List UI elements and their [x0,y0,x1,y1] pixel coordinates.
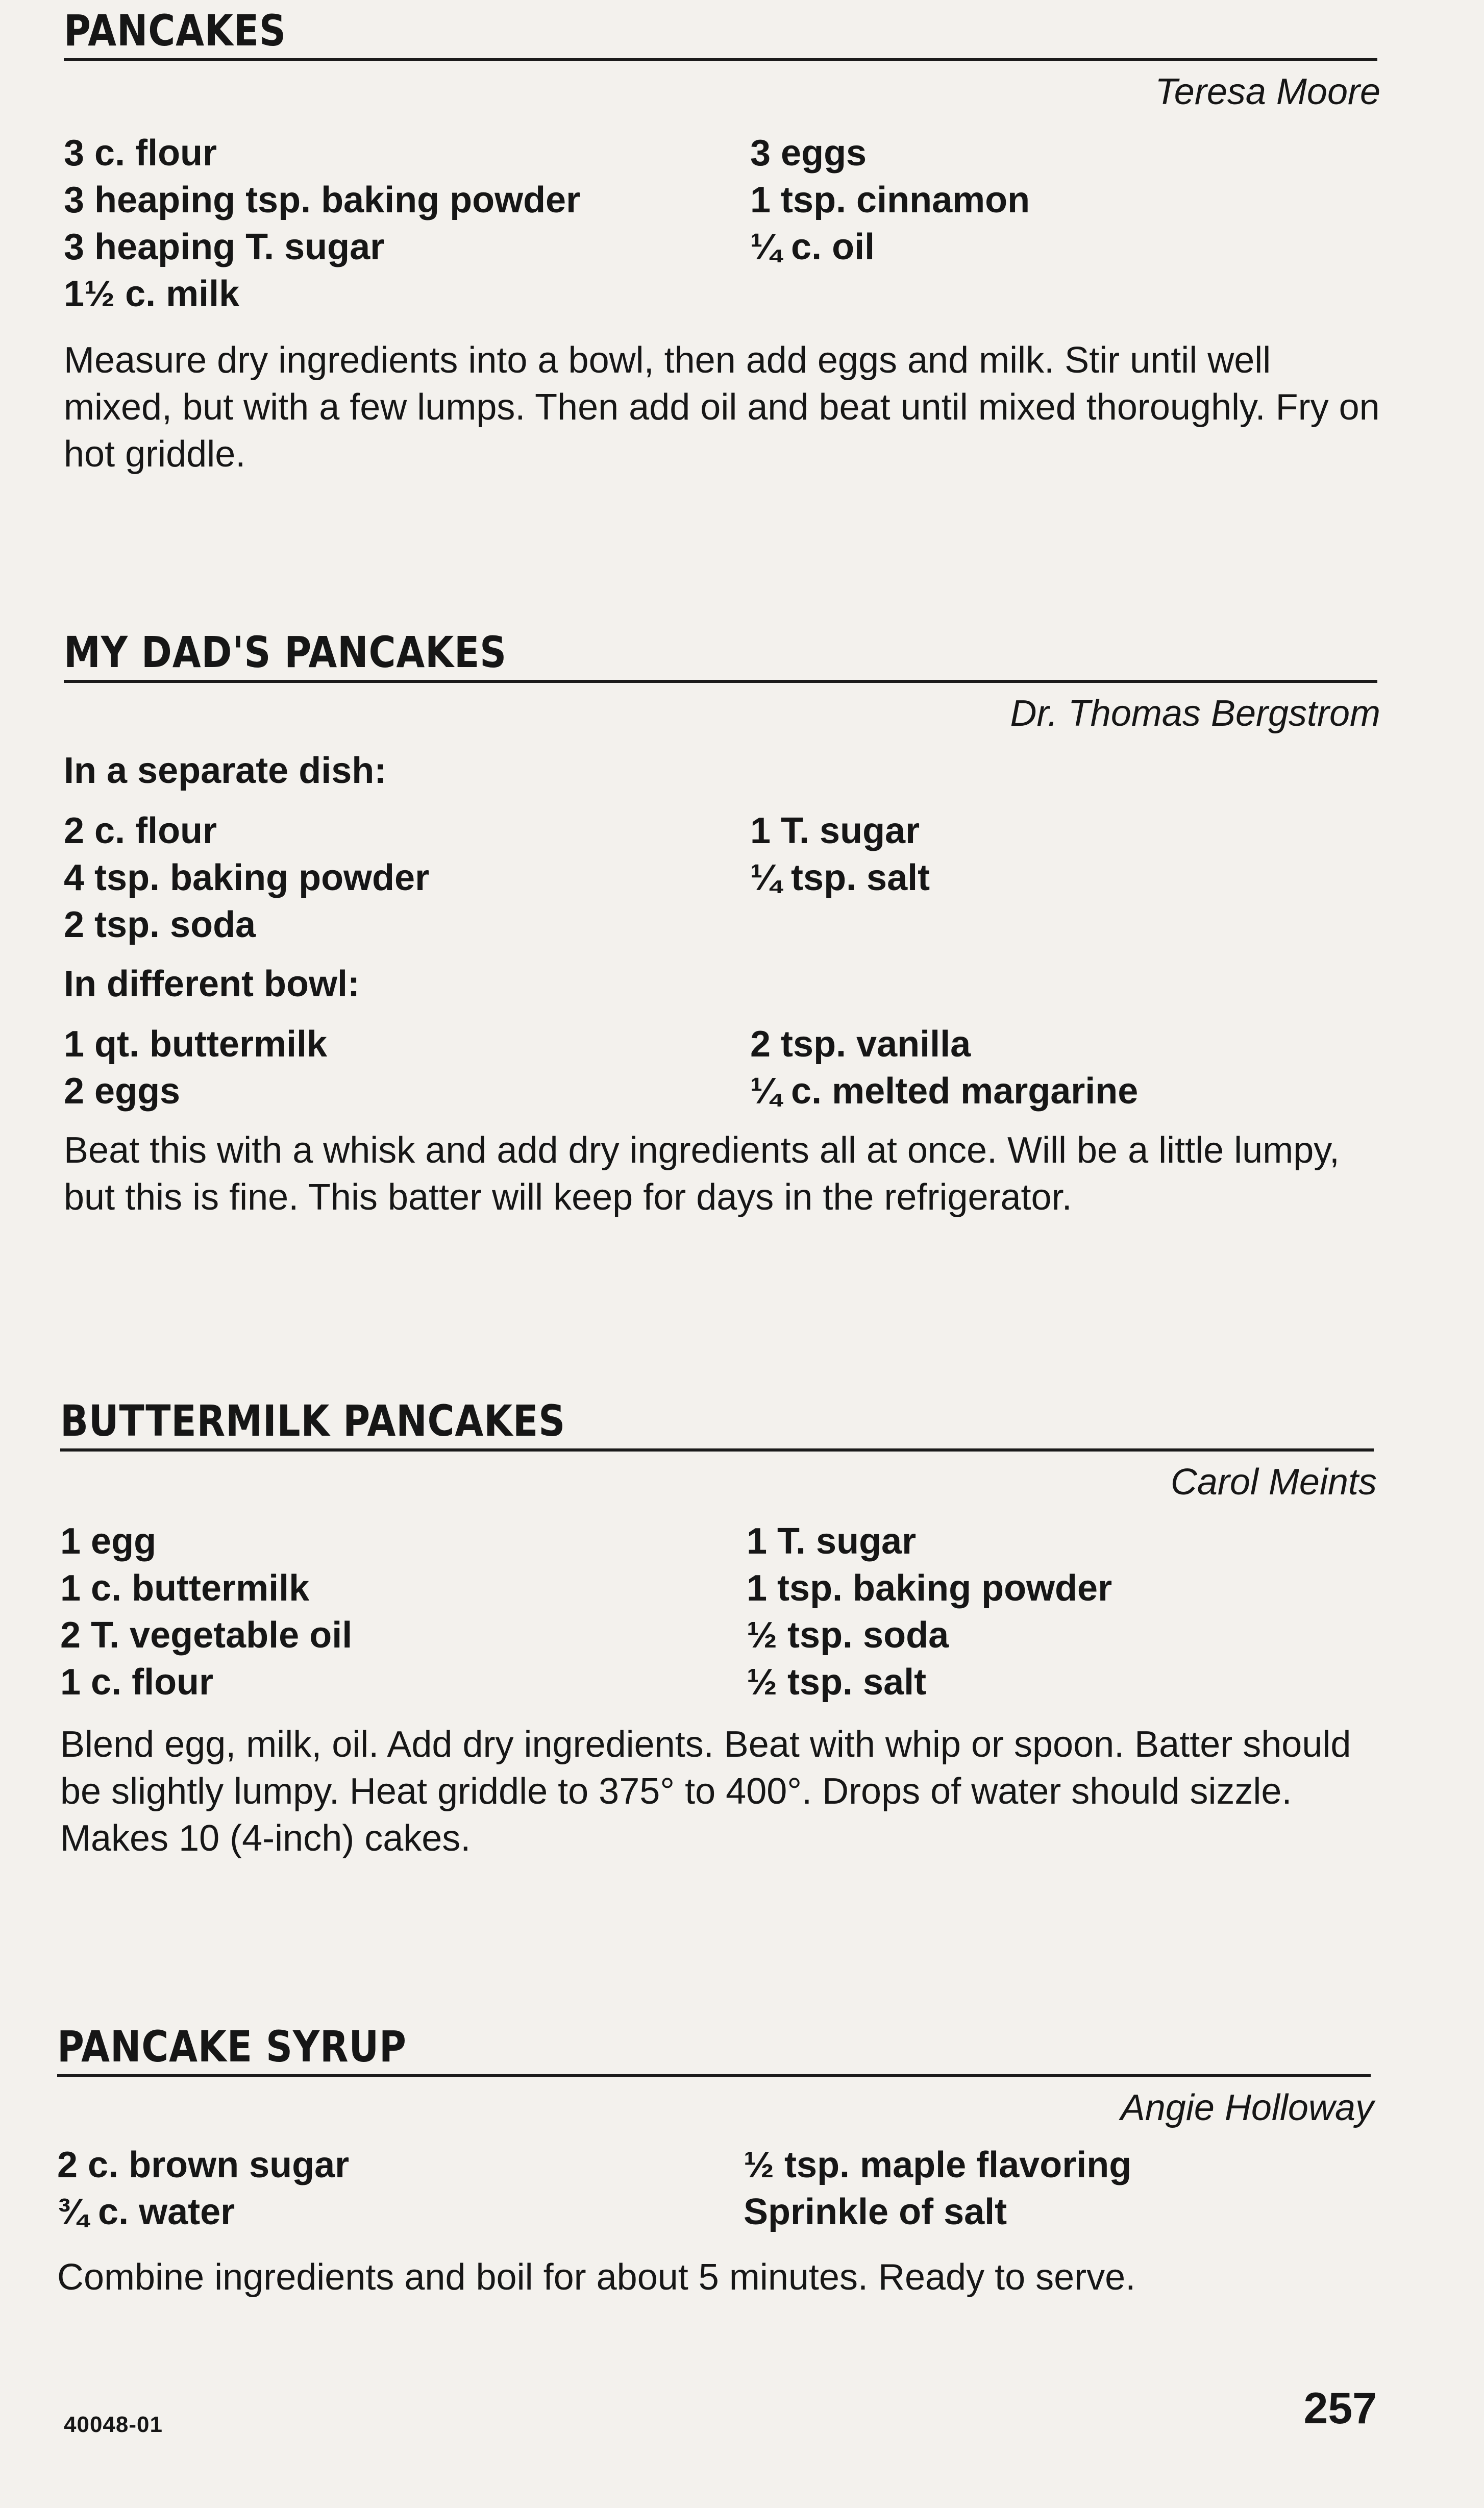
ingredient-columns [64,1021,1380,1115]
recipe-author: Angie Holloway [1120,2087,1374,2128]
ingredient: Sprinkle of salt [744,2192,1007,2232]
recipe-instructions: Combine ingredients and boil for about 5 minutes. Ready to serve. [57,2257,1136,2298]
ingredients-left [64,130,750,317]
recipe-title: MY DAD'S PANCAKES [64,631,1377,683]
recipe-buttermilk-pancakes [60,1396,1377,1862]
ingredient: ¼ c. melted margarine [750,1071,1139,1112]
recipe-author: Carol Meints [1170,1462,1377,1503]
recipe-subheading: In a separate dish: [64,750,387,791]
ingredient: ¼ c. oil [750,227,875,267]
recipe-author: Teresa Moore [1155,71,1380,112]
ingredient-columns [57,2142,1374,2235]
ingredient: 1 T. sugar [747,1521,917,1562]
ingredient: 4 tsp. baking powder [64,857,430,898]
ingredients-right [744,2142,1374,2235]
ingredient: ¾ c. water [57,2192,235,2232]
ingredient: 1 egg [60,1521,157,1562]
ingredient-columns [60,1518,1377,1706]
page-number: 257 [1303,2384,1377,2433]
recipe-instructions: Beat this with a whisk and add dry ingredients all at once. Will be a little lumpy, but this is fine. This batter will keep for days in the refrigerator. [64,1130,1340,1218]
ingredients-right [747,1518,1377,1706]
ingredient: 2 eggs [64,1071,181,1112]
ingredient: 3 eggs [750,133,867,174]
ingredients-right [750,130,1380,317]
ingredient: 1 tsp. baking powder [747,1568,1112,1609]
ingredient-columns [64,807,1380,948]
ingredients-left [64,1021,750,1115]
recipe-title: PANCAKE SYRUP [57,2025,1371,2077]
recipe-instructions: Measure dry ingredients into a bowl, then add eggs and milk. Stir until well mixed, but with a few lumps. Then add oil and beat until mixed thoroughly. Fry on hot griddle. [64,340,1380,475]
ingredient: 1 c. flour [60,1662,214,1703]
ingredient: ½ tsp. salt [747,1662,927,1703]
ingredients-right [750,807,1380,948]
recipe-author: Dr. Thomas Bergstrom [1010,693,1380,734]
recipe-title: BUTTERMILK PANCAKES [60,1399,1374,1452]
ingredient-columns [64,130,1380,317]
ingredient: 2 tsp. vanilla [750,1024,971,1065]
ingredient: ½ tsp. maple flavoring [744,2145,1132,2185]
ingredient: 3 heaping tsp. baking powder [64,180,581,220]
ingredient: 2 c. brown sugar [57,2145,350,2185]
ingredient: 1½ c. milk [64,274,240,314]
ingredient: ¼ tsp. salt [750,857,930,898]
ingredient: 3 c. flour [64,133,217,174]
ingredients-left [57,2142,744,2235]
recipe-instructions: Blend egg, milk, oil. Add dry ingredients. Beat with whip or spoon. Batter should be slightly lumpy. Heat griddle to 375° to 400°. Drops of water should sizzle. Makes 10 (4-inch) cakes. [60,1724,1351,1859]
recipe-pancakes [64,6,1380,478]
ingredients-right [750,1021,1380,1115]
ingredient: ½ tsp. soda [747,1615,949,1656]
ingredient: 2 c. flour [64,810,217,851]
ingredients-left [60,1518,747,1706]
ingredient: 2 tsp. soda [64,904,256,945]
footer-code: 40048-01 [64,2412,163,2437]
recipe-pancake-syrup [57,2022,1374,2301]
ingredients-left [64,807,750,948]
recipe-my-dads-pancakes [64,627,1380,1221]
recipe-title: PANCAKES [64,9,1377,61]
recipe-subheading: In different bowl: [64,964,360,1004]
ingredient: 1 qt. buttermilk [64,1024,328,1065]
ingredient: 3 heaping T. sugar [64,227,385,267]
ingredient: 1 c. buttermilk [60,1568,310,1609]
ingredient: 1 tsp. cinnamon [750,180,1030,220]
ingredient: 2 T. vegetable oil [60,1615,353,1656]
ingredient: 1 T. sugar [750,810,920,851]
